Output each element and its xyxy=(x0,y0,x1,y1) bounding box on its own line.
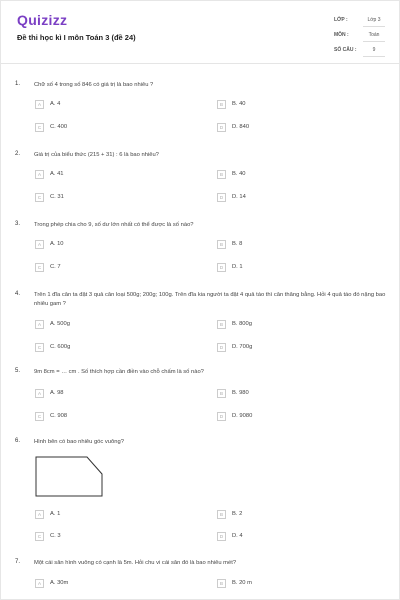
option-letter-box: B xyxy=(217,170,226,179)
count-label: SỐ CÂU : xyxy=(334,47,357,53)
option-letter-box: B xyxy=(217,320,226,329)
option-letter-box: A xyxy=(35,389,44,398)
header-divider xyxy=(1,63,400,64)
question-text: Trong phép chia cho 9, số dư lớn nhất có thể được là số nào? xyxy=(34,222,194,228)
option-text: B. 980 xyxy=(232,390,249,396)
option-text: C. 600g xyxy=(50,344,71,350)
option-letter-box: C xyxy=(35,412,44,421)
option-letter-box: D xyxy=(217,263,226,272)
option-letter-box: B xyxy=(217,100,226,109)
option-letter-box: D xyxy=(217,123,226,132)
option-text: B. 20 m xyxy=(232,580,252,586)
option-letter-box: C xyxy=(35,343,44,352)
question-text: Giá trị của biểu thức (215 + 31) : 6 là bao nhiêu? xyxy=(34,152,159,158)
option-letter-box: D xyxy=(217,412,226,421)
subject-value: Toán xyxy=(363,32,385,42)
option-text: A. 10 xyxy=(50,241,64,247)
option-letter-box: D xyxy=(217,193,226,202)
option-text: A. 1 xyxy=(50,511,61,517)
class-value: Lớp 3 xyxy=(363,17,385,27)
quizizz-logo: Quizizz xyxy=(17,12,68,28)
option-letter-box: A xyxy=(35,510,44,519)
option-letter-box: B xyxy=(217,240,226,249)
option-letter-box: D xyxy=(217,532,226,541)
option-letter-box: A xyxy=(35,579,44,588)
question-text: Chữ số 4 trong số 846 có giá trị là bao nhiêu ? xyxy=(34,82,154,88)
option-letter-box: C xyxy=(35,123,44,132)
option-text: D. 840 xyxy=(232,124,250,130)
option-text: A. 41 xyxy=(50,171,64,177)
option-text: D. 14 xyxy=(232,194,246,200)
option-text: C. 31 xyxy=(50,194,64,200)
option-letter-box: A xyxy=(35,320,44,329)
question-number: 3. xyxy=(15,221,21,227)
question-text: Hình bên có bao nhiêu góc vuông? xyxy=(34,439,124,445)
question-number: 5. xyxy=(15,368,21,374)
question-number: 1. xyxy=(15,81,21,87)
pentagon-figure xyxy=(35,456,105,498)
option-text: D. 1 xyxy=(232,264,243,270)
option-text: C. 908 xyxy=(50,413,68,419)
question-number: 4. xyxy=(15,291,21,297)
option-text: B. 2 xyxy=(232,511,243,517)
question-number: 6. xyxy=(15,438,21,444)
class-label: LỚP : xyxy=(334,17,348,23)
option-text: D. 700g xyxy=(232,344,253,350)
subject-label: MÔN : xyxy=(334,32,349,38)
option-text: C. 7 xyxy=(50,264,61,270)
question-number: 2. xyxy=(15,151,21,157)
option-text: C. 3 xyxy=(50,533,61,539)
option-letter-box: A xyxy=(35,100,44,109)
option-letter-box: C xyxy=(35,193,44,202)
option-text: B. 40 xyxy=(232,101,246,107)
option-letter-box: C xyxy=(35,532,44,541)
option-text: B. 800g xyxy=(232,321,252,327)
option-text: A. 30m xyxy=(50,580,69,586)
option-text: A. 98 xyxy=(50,390,64,396)
option-letter-box: D xyxy=(217,343,226,352)
worksheet-title: Đề thi học kì I môn Toán 3 (đề 24) xyxy=(17,33,136,42)
option-text: C. 400 xyxy=(50,124,68,130)
question-text: Một cái sân hình vuông có cạnh là 5m. Hỏi chu vi cái sân đó là bao nhiêu mét? xyxy=(34,560,237,566)
question-text: Trên 1 đĩa cân ta đặt 3 quả cân loại 500g; 200g; 100g. Trên đĩa kia người ta đặt 4 quả táo thì cân thăng bằng. Hỏi 4 quả táo đó nặng bao nhiêu gam ? xyxy=(34,292,386,307)
option-text: B. 8 xyxy=(232,241,243,247)
option-text: B. 40 xyxy=(232,171,246,177)
option-letter-box: B xyxy=(217,510,226,519)
option-text: D. 9080 xyxy=(232,413,253,419)
option-letter-box: A xyxy=(35,170,44,179)
count-value: 9 xyxy=(363,47,385,57)
option-text: D. 4 xyxy=(232,533,243,539)
question-number: 7. xyxy=(15,559,21,565)
option-letter-box: B xyxy=(217,389,226,398)
option-letter-box: C xyxy=(35,263,44,272)
question-text: 9m 8cm = … cm . Số thích hợp cần điền vào chỗ chấm là số nào? xyxy=(34,369,204,375)
option-text: A. 500g xyxy=(50,321,70,327)
option-letter-box: B xyxy=(217,579,226,588)
option-text: A. 4 xyxy=(50,101,61,107)
option-letter-box: A xyxy=(35,240,44,249)
